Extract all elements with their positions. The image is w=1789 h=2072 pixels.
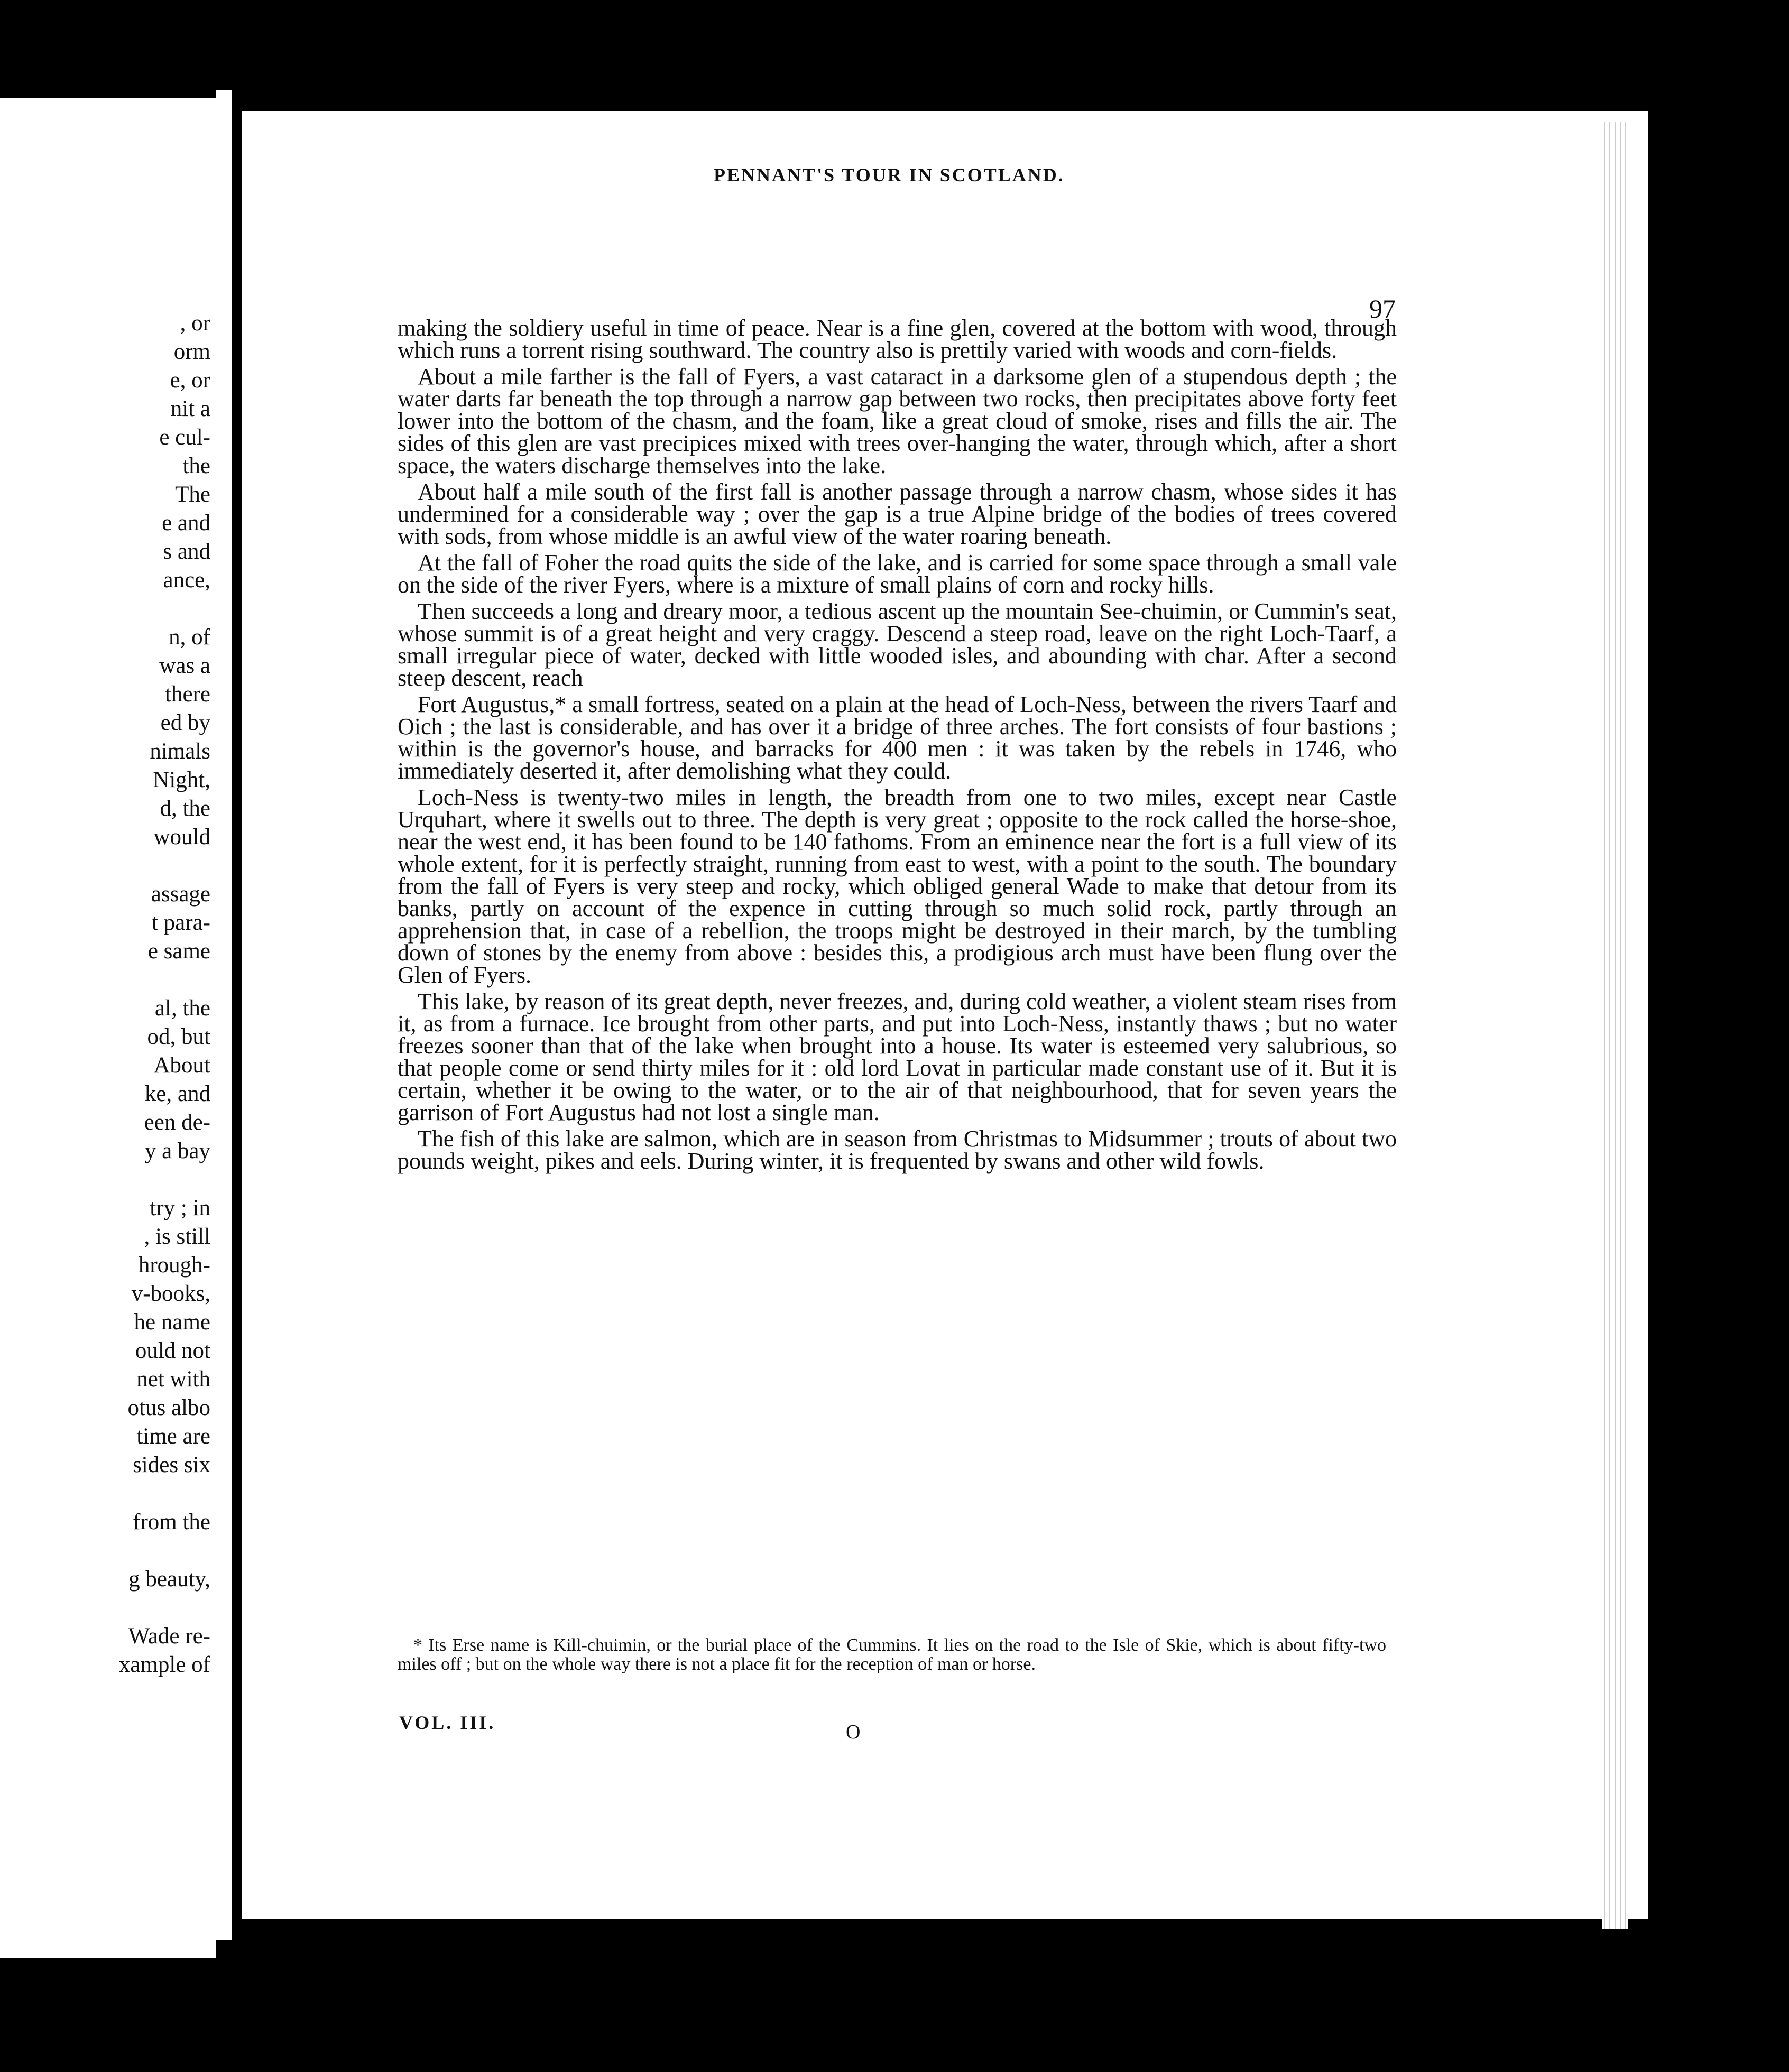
left-page-line-fragment: xample of [118,1652,210,1677]
left-page-line-fragment: Wade re- [128,1624,210,1649]
left-page-line-fragment: try ; in [150,1196,210,1220]
left-page-line-fragment: nimals [150,739,210,764]
footnote: * Its Erse name is Kill-chuimin, or the burial place of the Cummins. It lies on the road to the Isle of Skie, which is about fifty-two miles off ; but on the whole way there is not a place fit for the reception of man or horse. [398,1635,1386,1674]
paragraph: Then succeeds a long and dreary moor, a tedious ascent up the mountain See-chuimin, or Cummin's seat, whose summit is of a great height and very craggy. Descend a steep road, leave on the right Loch-Taarf, a small irregular piece of water, decked with little wooded isles, and abounding with char. After a second steep descent, reach [398,598,1397,691]
paragraph: At the fall of Foher the road quits the side of the lake, and is carried for some space through a small vale on the side of the river Fyers, where is a mixture of small plains of corn and rocky hills. [398,550,1397,598]
left-page-line-fragment: there [165,682,210,707]
left-page-line-fragment: ed by [160,710,210,735]
left-page-line-fragment: would [153,825,210,849]
left-page-line-fragment: ance, [163,568,210,593]
sheet-letter: O [846,1721,861,1743]
left-page-line-fragment: e cul- [159,425,210,450]
left-page-line-fragment: the [182,454,210,478]
left-page-line-fragment: e and [162,511,210,535]
left-page-line-fragment: was a [159,653,210,678]
left-page-line-fragment: , is still [144,1224,210,1249]
left-page-line-fragment: od, but [147,1024,210,1049]
paragraph: About a mile farther is the fall of Fyers, a vast cataract in a darksome glen of a stupendous depth ; the water darts far beneath the top through a narrow gap between two rocks, then precipitates above forty feet lower into the bottom of the chasm, and the foam, like a great cloud of smoke, rises and fills the air. The sides of this glen are vast precipices mixed with trees over-hanging the water, through which, after a short space, the waters discharge themselves into the lake. [398,364,1397,478]
left-page-line-fragment: sides six [133,1453,210,1477]
left-page-line-fragment: hrough- [138,1253,210,1278]
left-facing-page [0,98,216,1958]
left-page-line-fragment: s and [163,539,210,564]
left-page-line-fragment: Night, [153,767,210,792]
left-page-line-fragment: ould not [135,1338,210,1363]
left-page-line-fragment: time are [136,1424,210,1449]
left-page-line-fragment: , or [180,311,210,336]
signature-mark: VOL. III. [399,1712,496,1733]
book-gutter [216,90,232,1940]
left-page-line-fragment: d, the [160,796,210,821]
left-page-line-fragment: y a bay [144,1139,210,1163]
left-page-line-fragment: e same [147,939,210,964]
page-edge-shading [1602,122,1628,1929]
left-page-line-fragment: ke, and [144,1081,210,1106]
body-text [398,317,1397,1177]
paragraph: This lake, by reason of its great depth, never freezes, and, during cold weather, a violent steam rises from it, as from a furnace. Ice brought from other parts, and put into Loch-Ness, instantly thaws ; but no water freezes sooner than that of the lake when brought into a house. Its water is esteemed very salubrious, so that people come or send thirty miles for it : old lord Lovat in particular made constant use of it. But it is certain, whether it be owing to the water, or to the air of that neighbourhood, that for seven years the garrison of Fort Augustus had not lost a single man. [398,988,1397,1125]
left-page-line-fragment: al, the [154,996,210,1021]
left-page-line-fragment: The [175,482,210,507]
left-page-line-fragment: from the [133,1510,210,1534]
left-page-line-fragment: n, of [169,625,210,650]
left-page-line-fragment: assage [151,882,210,906]
left-page-line-fragment: v-books, [131,1281,210,1306]
left-page-line-fragment: nit a [170,396,210,421]
left-page-line-fragment: e, or [170,368,210,393]
left-page-line-fragment: t para- [151,910,210,935]
left-page-line-fragment: een de- [144,1110,210,1135]
left-page-line-fragment: he name [134,1310,210,1335]
left-page-line-fragment: About [153,1053,210,1078]
paragraph: making the soldiery useful in time of peace. Near is a fine glen, covered at the bottom with wood, through which runs a torrent rising southward. The country also is prettily varied with woods and corn-fields. [398,315,1397,363]
paragraph: The fish of this lake are salmon, which are in season from Christmas to Midsummer ; trouts of about two pounds weight, pikes and eels. During winter, it is frequented by swans and other wild fowls. [398,1126,1397,1174]
left-page-line-fragment: otus albo [127,1395,210,1420]
running-header: PENNANT'S TOUR IN SCOTLAND. [714,164,1065,186]
paragraph: Loch-Ness is twenty-two miles in length, the breadth from one to two miles, except near Castle Urquhart, where it swells out to three. The depth is very great ; opposite to the rock called the horse-shoe, near the west end, it has been found to be 140 fathoms. From an eminence near the fort is a full view of its whole extent, for it is perfectly straight, running from east to west, with a point to the south. The boundary from the fall of Fyers is very steep and rocky, which obliged general Wade to make that detour from its banks, partly on account of the expence in cutting through so much solid rock, partly through an apprehension that, in case of a rebellion, the troops might be destroyed in their march, by the tumbling down of stones by the enemy from above : besides this, a prodigious arch must have been flung over the Glen of Fyers. [398,784,1397,988]
paragraph: About half a mile south of the first fall is another passage through a narrow chasm, whose sides it has undermined for a considerable way ; over the gap is a true Alpine bridge of the bodies of trees covered with sods, from whose middle is an awful view of the water roaring beneath. [398,479,1397,549]
page-number: 97 [1369,294,1396,323]
left-page-line-fragment: g beauty, [128,1567,210,1592]
left-page-line-fragment: net with [136,1367,210,1392]
left-page-line-fragment: orm [173,339,210,364]
paragraph: Fort Augustus,* a small fortress, seated on a plain at the head of Loch-Ness, between the rivers Taarf and Oich ; the last is considerable, and has over it a bridge of three arches. The fort consists of four bastions ; within is the governor's house, and barracks for 400 men : it was taken by the rebels in 1746, who immediately deserted it, after demolishing what they could. [398,691,1397,784]
